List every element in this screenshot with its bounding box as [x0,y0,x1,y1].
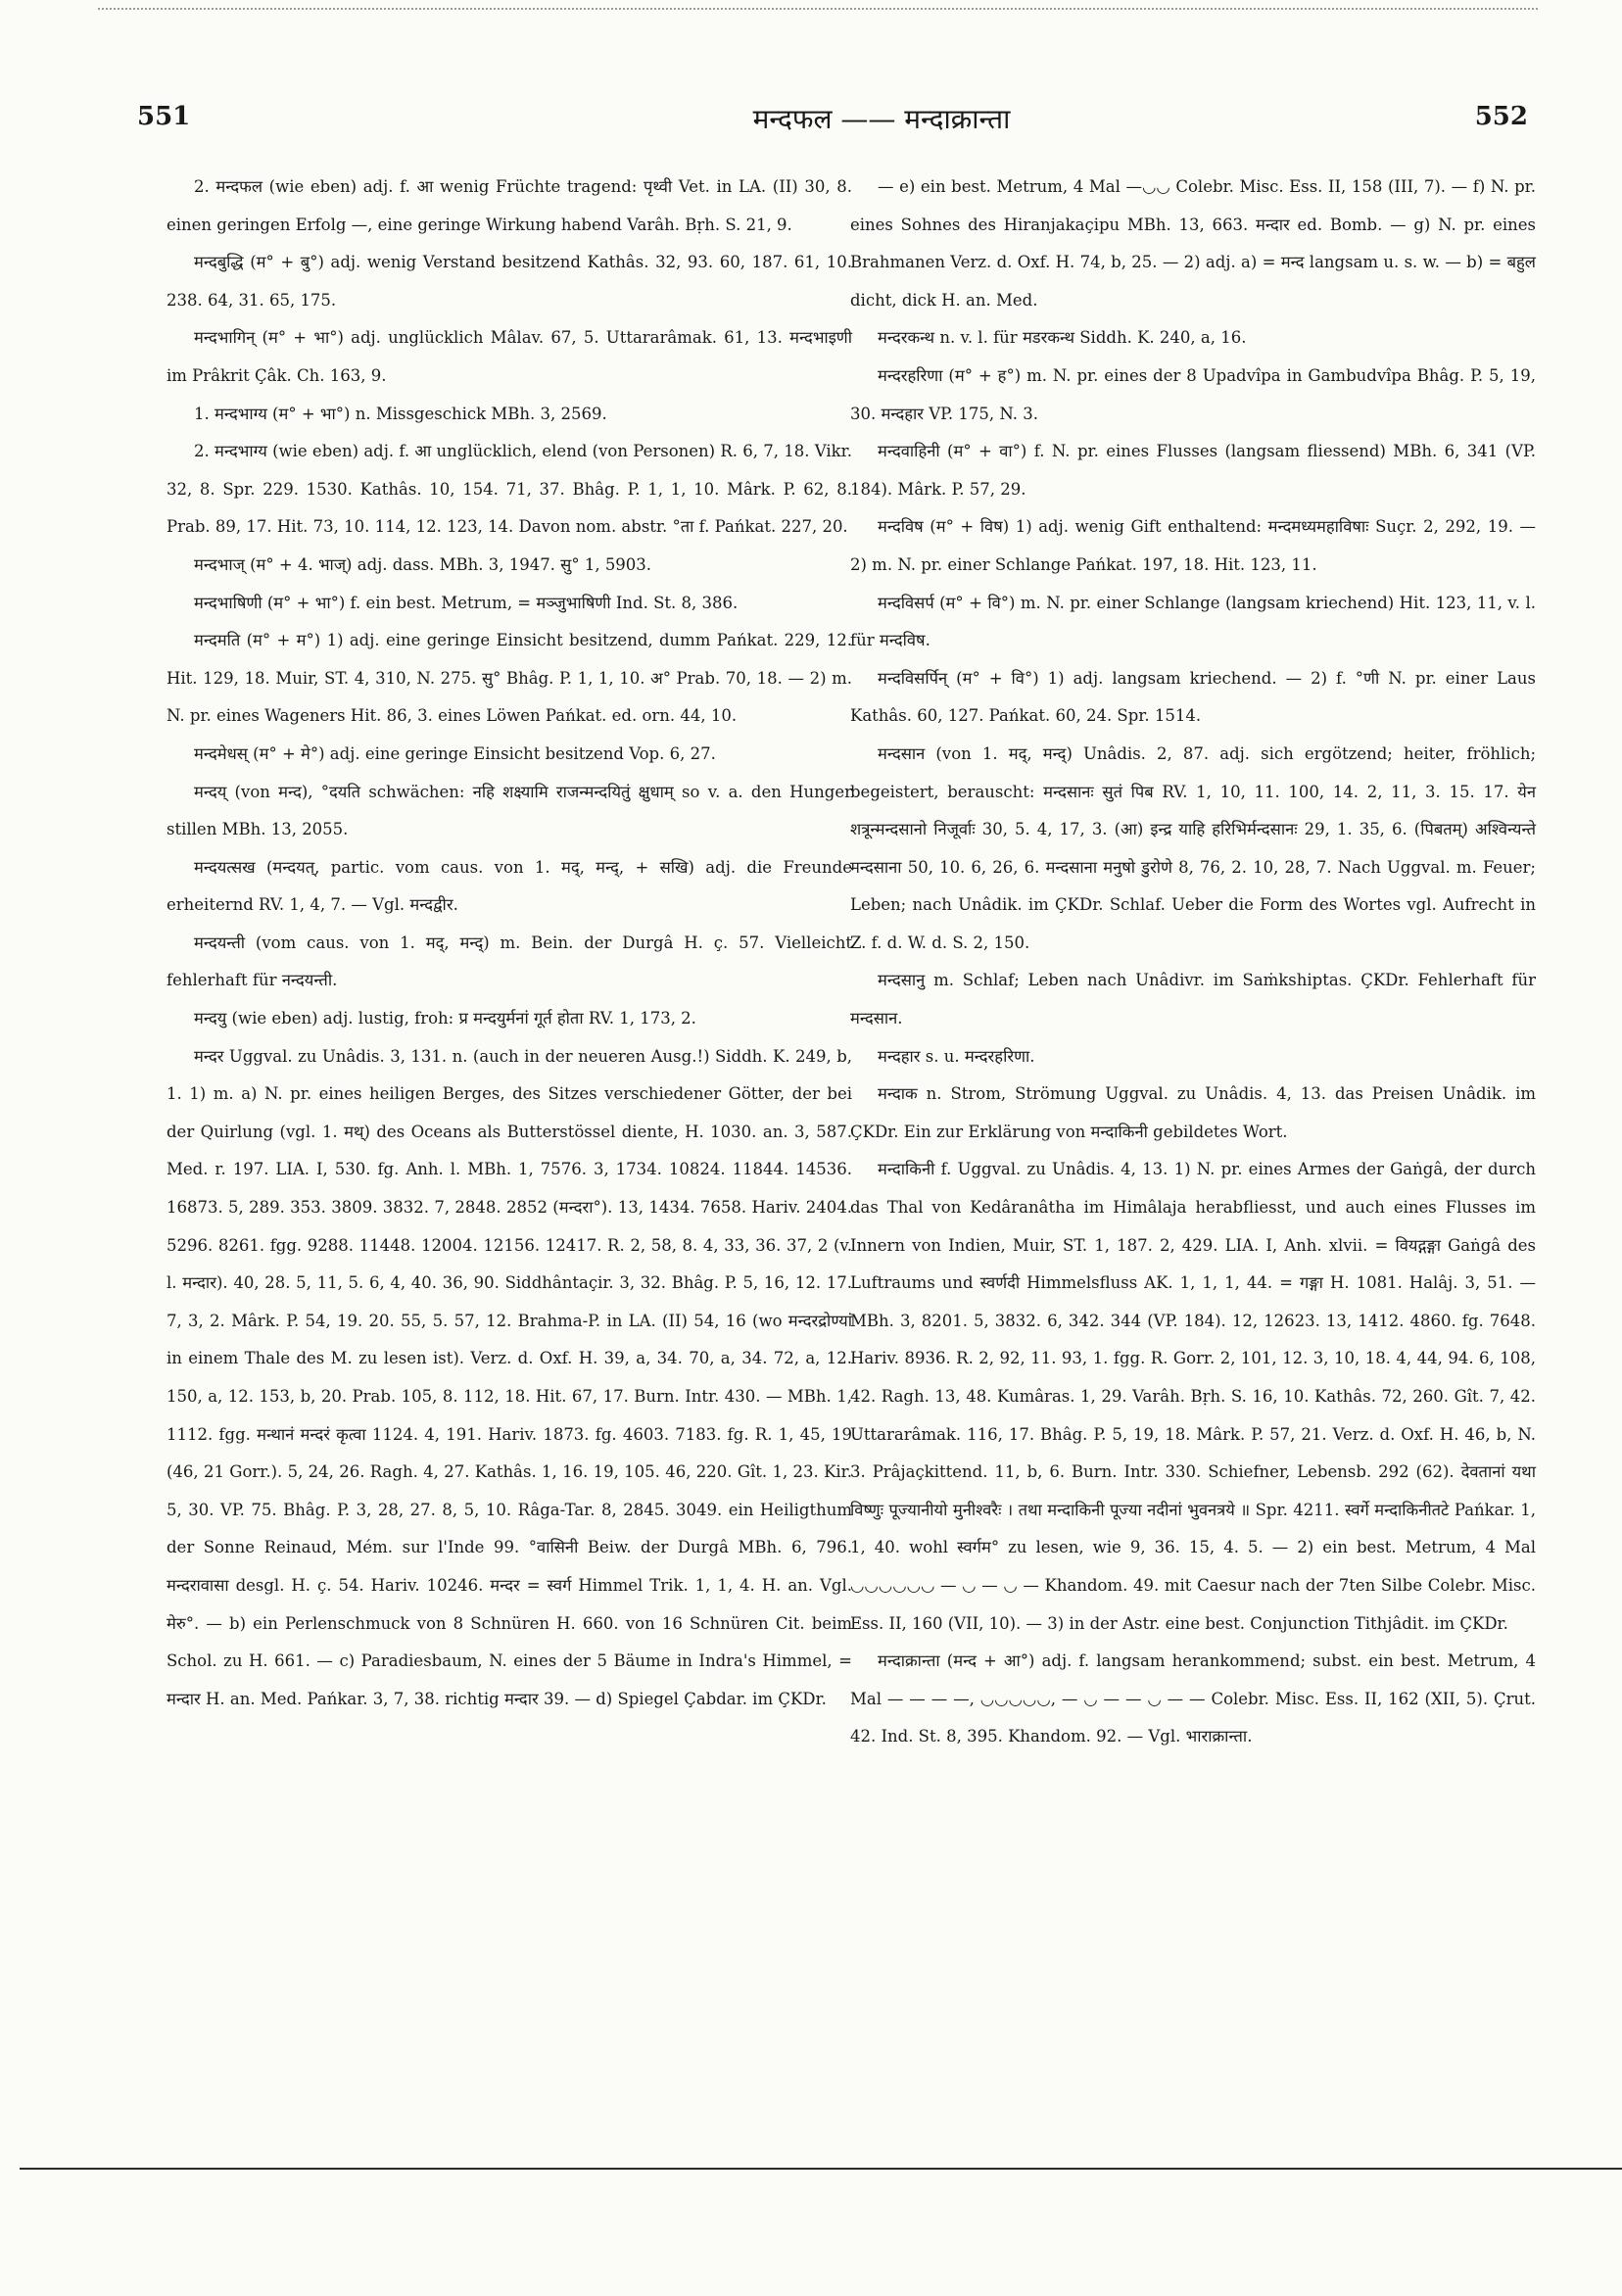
entry: मन्दय् (von मन्द), °दयति schwächen: नहि शक्ष्यामि राजन्मन्दयितुं क्षुधाम् so v. a. den Hunger stillen MBh. 13, 2055. [167,782,852,839]
entry: मन्दाक n. Strom, Strömung Uggval. zu Unâdis. 4, 13. das Preisen Unâdik. im ÇKDr. Ein zur Erklärung von मन्दाकिनी gebildetes Wort. [850,1084,1536,1141]
entry: मन्दभाषिणी (म° + भा°) f. ein best. Metrum, = मञ्जुभाषिणी Ind. St. 8, 386. [194,593,739,612]
entry: 2. मन्दफल (wie eben) adj. f. आ wenig Früchte tragend: पृथ्वी Vet. in LA. (II) 30, 8. einen geringen Erfolg —, eine geringe Wirkung habend Varâh. Bṛh. S. 21, 9. [167,177,852,234]
entry: मन्दसान (von 1. मद्, मन्द्) Unâdis. 2, 87. adj. sich ergötzend; heiter, fröhlich; begeistert, berauscht: मन्दसानः सुतं पिब RV. 1, 10, 11. 100, 14. 2, 11, 3. 15. 17. येन शत्रून्मन्दसानो निजूर्वाः 30, 5. 4, 17, 3. (आ) इन्द्र याहि हरिभिर्मन्दसानः 29, 1. 35, 6. (पिबतम्) अश्विन्यन्ते मन्दसाना 50, 10. 6, 26, 6. मन्दसाना मनुषो डुरोणे 8, 76, 2. 10, 28, 7. Nach Uggval. m. Feuer; Leben; nach Unâdik. im ÇKDr. Schlaf. Ueber die Form des Wortes vgl. Aufrecht in Z. f. d. W. d. S. 2, 150. [850,743,1536,952]
entry: मन्दरकन्थ n. v. l. für मडरकन्थ Siddh. K. 240, a, 16. [878,328,1247,348]
entry: 1. मन्दभाग्य (म° + भा°) n. Missgeschick MBh. 3, 2569. [194,404,607,423]
entry: मन्दबुद्धि (म° + बु°) adj. wenig Verstand besitzend Kathâs. 32, 93. 60, 187. 61, 10. 238. 64, 31. 65, 175. [167,253,852,310]
entry: मन्दयन्ती (vom caus. von 1. मद्, मन्द्) m. Bein. der Durgâ H. ç. 57. Vielleicht fehlerhaft für नन्दयन्ती. [167,933,852,990]
entry: — e) ein best. Metrum, 4 Mal —◡◡ Colebr. Misc. Ess. II, 158 (III, 7). — f) N. pr. eines Sohnes des Hiranjakaçipu MBh. 13, 663. मन्दार ed. Bomb. — g) N. pr. eines Brahmanen Verz. d. Oxf. H. 74, b, 25. — 2) adj. a) = मन्द langsam u. s. w. — b) = बहुल dicht, dick H. an. Med. [850,177,1536,310]
entry: मन्दसानु m. Schlaf; Leben nach Unâdivr. im Saṁkshiptas. ÇKDr. Fehlerhaft für मन्दसान. [850,971,1536,1028]
top-border [98,8,1538,10]
right-column [850,168,1536,1756]
entry: मन्दविसर्पिन् (म° + वि°) 1) adj. langsam kriechend. — 2) f. °णी N. pr. einer Laus Kathâs. 60, 127. Pańkat. 60, 24. Spr. 1514. [850,668,1536,726]
entry: मन्दविसर्प (म° + वि°) m. N. pr. einer Schlange (langsam kriechend) Hit. 123, 11, v. l. für मन्दविष. [850,593,1536,650]
page-number-left: 551 [137,102,191,131]
left-column [167,168,852,1718]
entry: मन्दभागिन् (म° + भा°) adj. unglücklich Mâlav. 67, 5. Uttararâmak. 61, 13. मन्दभाइणी im Prâkrit Çâk. Ch. 163, 9. [167,328,852,385]
entry: मन्दरहरिणा (म° + ह°) m. N. pr. eines der 8 Upadvîpa in Gambudvîpa Bhâg. P. 5, 19, 30. मन्दहार VP. 175, N. 3. [850,365,1536,423]
entry: 2. मन्दभाग्य (wie eben) adj. f. आ unglücklich, elend (von Personen) R. 6, 7, 18. Vikr. 32, 8. Spr. 229. 1530. Kathâs. 10, 154. 71, 37. Bhâg. P. 1, 1, 10. Mârk. P. 62, 8. Prab. 89, 17. Hit. 73, 10. 114, 12. 123, 14. Davon nom. abstr. °ता f. Pańkat. 227, 20. [167,442,852,537]
entry: मन्दर Uggval. zu Unâdis. 3, 131. n. (auch in der neueren Ausg.!) Siddh. K. 249, b, 1. 1) m. a) N. pr. eines heiligen Berges, des Sitzes verschiedener Götter, der bei der Quirlung (vgl. 1. मथ्) des Oceans als Butterstössel diente, H. 1030. an. 3, 587. Med. r. 197. LIA. I, 530. fg. Anh. l. MBh. 1, 7576. 3, 1734. 10824. 11844. 14536. 16873. 5, 289. 353. 3809. 3832. 7, 2848. 2852 (मन्दरा°). 13, 1434. 7658. Hariv. 2404. 5296. 8261. fgg. 9288. 11448. 12004. 12156. 12417. R. 2, 58, 8. 4, 33, 36. 37, 2 (v. l. मन्दार). 40, 28. 5, 11, 5. 6, 4, 40. 36, 90. Siddhântaçir. 3, 32. Bhâg. P. 5, 16, 12. 17. 7, 3, 2. Mârk. P. 54, 19. 20. 55, 5. 57, 12. Brahma-P. in LA. (II) 54, 16 (wo मन्दरद्रोण्यां in einem Thale des M. zu lesen ist). Verz. d. Oxf. H. 39, a, 34. 70, a, 34. 72, a, 12. 150, a, 12. 153, b, 20. Prab. 105, 8. 112, 18. Hit. 67, 17. Burn. Intr. 430. — MBh. 1, 1112. fgg. मन्थानं मन्दरं कृत्वा 1124. 4, 191. Hariv. 1873. fg. 4603. 7183. fg. R. 1, 45, 19 (46, 21 Gorr.). 5, 24, 26. Ragh. 4, 27. Kathâs. 1, 16. 19, 105. 46, 220. Gît. 1, 23. Kir. 5, 30. VP. 75. Bhâg. P. 3, 28, 27. 8, 5, 10. Râga-Tar. 8, 2845. 3049. ein Heiligthum der Sonne Reinaud, Mém. sur l'Inde 99. °वासिनी Beiw. der Durgâ MBh. 6, 796. मन्दरावासा desgl. H. ç. 54. Hariv. 10246. मन्दर = स्वर्ग Himmel Trik. 1, 1, 4. H. an. Vgl. मेरु°. — b) ein Perlenschmuck von 8 Schnüren H. 660. von 16 Schnüren Cit. beim Schol. zu H. 661. — c) Paradiesbaum, N. eines der 5 Bäume in Indra's Himmel, = मन्दार H. an. Med. Pańkar. 3, 7, 38. richtig मन्दार 39. — d) Spiegel Çabdar. im ÇKDr. [167,1046,852,1708]
entry: मन्दाकिनी f. Uggval. zu Unâdis. 4, 13. 1) N. pr. eines Armes der Gaṅgâ, der durch das Thal von Kedâranâtha im Himâlaja herabfliesst, und auch eines Flusses im Innern von Indien, Muir, ST. 1, 187. 2, 429. LIA. I, Anh. xlvii. = वियद्गङ्गा Gaṅgâ des Luftraums und स्वर्णदी Himmelsfluss AK. 1, 1, 1, 44. = गङ्गा H. 1081. Halâj. 3, 51. — MBh. 3, 8201. 5, 3832. 6, 342. 344 (VP. 184). 12, 12623. 13, 1412. 4860. fg. 7648. Hariv. 8936. R. 2, 92, 11. 93, 1. fgg. R. Gorr. 2, 101, 12. 3, 10, 18. 4, 44, 94. 6, 108, 42. Ragh. 13, 48. Kumâras. 1, 29. Varâh. Bṛh. S. 16, 10. Kathâs. 72, 260. Gît. 7, 42. Uttararâmak. 116, 17. Bhâg. P. 5, 19, 18. Mârk. P. 57, 21. Verz. d. Oxf. H. 46, b, N. 3. Prâjaçkittend. 11, b, 6. Burn. Intr. 330. Schiefner, Lebensb. 292 (62). देवतानां यथा विष्णुः पूज्यानीयो मुनीश्वरैः । तथा मन्दाकिनी पूज्या नदीनां भुवनत्रये ॥ Spr. 4211. स्वर्गे मन्दाकिनीतटे Pańkar. 1, 1, 40. wohl स्वर्गम° zu lesen, wie 9, 36. 15, 4. 5. — 2) ein best. Metrum, 4 Mal ◡◡◡◡◡◡ — ◡ — ◡ — Khandom. 49. mit Caesur nach der 7ten Silbe Colebr. Misc. Ess. II, 160 (VII, 10). — 3) in der Astr. eine best. Conjunction Tithjâdit. im ÇKDr. [850,1160,1536,1633]
entry: मन्दविष (म° + विष) 1) adj. wenig Gift enthaltend: मन्दमध्यमहाविषाः Suçr. 2, 292, 19. — 2) m. N. pr. einer Schlange Pańkat. 197, 18. Hit. 123, 11. [850,517,1536,574]
page-number-right: 552 [1474,102,1528,131]
running-headword: मन्दफल —— मन्दाक्रान्ता [752,103,1011,135]
bottom-rule [20,2168,1622,2170]
entry: मन्दयु (wie eben) adj. lustig, froh: प्र मन्दयुर्मनां गूर्त होता RV. 1, 173, 2. [194,1009,696,1028]
entry: मन्दाक्रान्ता (मन्द + आ°) adj. f. langsam herankommend; subst. ein best. Metrum, 4 Mal — — — —, ◡◡◡◡◡, — ◡ — — ◡ — — Colebr. Misc. Ess. II, 162 (XII, 5). Çrut. 42. Ind. St. 8, 395. Khandom. 92. — Vgl. भाराक्रान्ता. [850,1651,1536,1746]
entry: मन्दभाज् (म° + 4. भाज्) adj. dass. MBh. 3, 1947. सु° 1, 5903. [194,554,652,574]
entry: मन्दवाहिनी (म° + वा°) f. N. pr. eines Flusses (langsam fliessend) MBh. 6, 341 (VP. 184). Mârk. P. 57, 29. [850,442,1536,499]
entry: मन्दयत्सख (मन्दयत्, partic. vom caus. von 1. मद्, मन्द्, + सखि) adj. die Freunde erheiternd RV. 1, 4, 7. — Vgl. मन्दद्वीर. [167,857,852,915]
page-header [137,102,1528,141]
entry: मन्दमेधस् (म° + मे°) adj. eine geringe Einsicht besitzend Vop. 6, 27. [194,743,716,763]
entry: मन्दहार s. u. मन्दरहरिणा. [878,1046,1035,1066]
entry: मन्दमति (म° + म°) 1) adj. eine geringe Einsicht besitzend, dumm Pańkat. 229, 12. Hit. 129, 18. Muir, ST. 4, 310, N. 275. सु° Bhâg. P. 1, 1, 10. अ° Prab. 70, 18. — 2) m. N. pr. eines Wageners Hit. 86, 3. eines Löwen Pańkat. ed. orn. 44, 10. [167,631,852,726]
